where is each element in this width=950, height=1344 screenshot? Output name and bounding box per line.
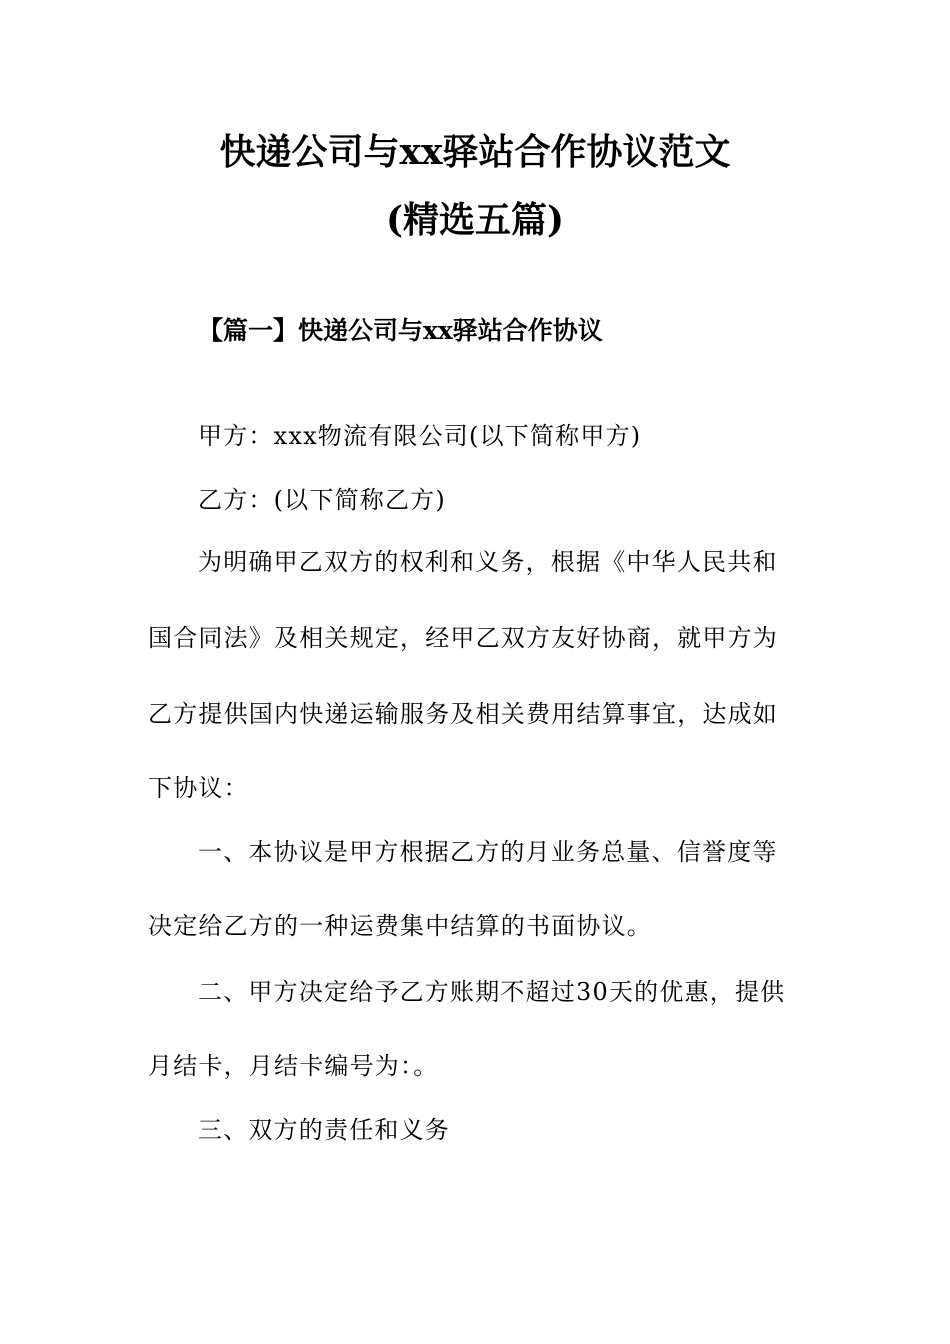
clause-1-line: 决定给乙方的一种运费集中结算的书面协议。 — [148, 912, 652, 940]
clause-2-line: 二、甲方决定给予乙方账期不超过30天的优惠，提供 — [198, 978, 786, 1006]
clause-3-heading: 三、双方的责任和义务 — [198, 1116, 450, 1144]
paragraph-line: 为明确甲乙双方的权利和义务，根据《中华人民共和 — [198, 548, 778, 576]
paragraph-line: 下协议： — [148, 774, 249, 802]
party-b-line: 乙方：(以下简称乙方) — [198, 486, 446, 514]
clause-1-line: 一、本协议是甲方根据乙方的月业务总量、信誉度等 — [198, 838, 778, 866]
paragraph-line: 乙方提供国内快递运输服务及相关费用结算事宜，达成如 — [148, 700, 778, 728]
clause-2-line: 月结卡，月结卡编号为：。 — [148, 1052, 439, 1080]
document-title: 快递公司与xx驿站合作协议范文 — [219, 131, 731, 173]
section-heading: 【篇一】快递公司与xx驿站合作协议 — [198, 316, 603, 345]
paragraph-line: 国合同法》及相关规定，经甲乙双方友好协商，就甲方为 — [148, 624, 778, 652]
party-a-line: 甲方：xxx物流有限公司(以下简称甲方) — [198, 422, 642, 450]
document-subtitle: (精选五篇) — [385, 199, 565, 241]
